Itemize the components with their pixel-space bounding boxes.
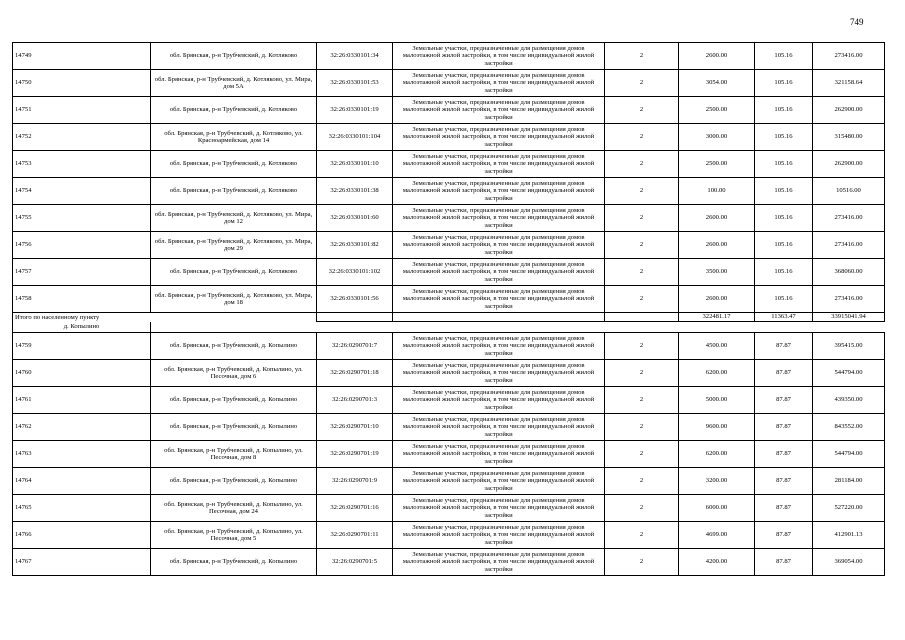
cell-group-code: 2 bbox=[605, 286, 679, 313]
cell-address: обл. Брянская, р-н Трубчевский, д. Котляково bbox=[151, 259, 317, 286]
cell-address: обл. Брянская, р-н Трубчевский, д. Котляково bbox=[151, 178, 317, 205]
cell-area: 4500.00 bbox=[679, 333, 755, 360]
cell-group-code: 2 bbox=[605, 387, 679, 414]
cell-rate: 105.16 bbox=[755, 124, 813, 151]
cell-address: обл. Брянская, р-н Трубчевский, д. Котляково, ул. Мира, дом 18 bbox=[151, 286, 317, 313]
cell-number: 14753 bbox=[13, 151, 151, 178]
cell-rate: 105.16 bbox=[755, 70, 813, 97]
subtotal-label: Итого по населенному пункту bbox=[13, 313, 317, 322]
cell-cadastral-number: 32:26:0330101:19 bbox=[317, 97, 393, 124]
cell-address: обл. Брянская, р-н Трубчевский, д. Копылино, ул. Песочная, дом 24 bbox=[151, 495, 317, 522]
cell-number: 14762 bbox=[13, 414, 151, 441]
cell-cadastral-value: 368060.00 bbox=[813, 259, 885, 286]
cell-group-code: 2 bbox=[605, 232, 679, 259]
cell-rate: 87.87 bbox=[755, 495, 813, 522]
cell-number: 14751 bbox=[13, 97, 151, 124]
cell-land-category: Земельные участки, предназначенные для размещения домов малоэтажной жилой застройки, в том числе индивидуальной жилой застройки bbox=[393, 205, 605, 232]
cell-rate: 87.87 bbox=[755, 387, 813, 414]
cell-cadastral-value: 395415.00 bbox=[813, 333, 885, 360]
cell-land-category: Земельные участки, предназначенные для размещения домов малоэтажной жилой застройки, в том числе индивидуальной жилой застройки bbox=[393, 70, 605, 97]
cell-cadastral-number: 32:26:0330101:102 bbox=[317, 259, 393, 286]
cell-number: 14759 bbox=[13, 333, 151, 360]
cell-area: 2600.00 bbox=[679, 232, 755, 259]
cell-cadastral-value: 544794.00 bbox=[813, 360, 885, 387]
table-row bbox=[13, 259, 885, 286]
table-row bbox=[13, 43, 885, 70]
cell-land-category: Земельные участки, предназначенные для размещения домов малоэтажной жилой застройки, в том числе индивидуальной жилой застройки bbox=[393, 333, 605, 360]
subtotal-empty-category bbox=[393, 313, 605, 322]
cell-rate: 87.87 bbox=[755, 522, 813, 549]
cell-address: обл. Брянская, р-н Трубчевский, д. Копылино bbox=[151, 549, 317, 576]
cell-area: 6000.00 bbox=[679, 495, 755, 522]
cell-number: 14761 bbox=[13, 387, 151, 414]
cell-cadastral-value: 273416.00 bbox=[813, 205, 885, 232]
cell-land-category: Земельные участки, предназначенные для размещения домов малоэтажной жилой застройки, в том числе индивидуальной жилой застройки bbox=[393, 232, 605, 259]
subtotal-area: 322481.17 bbox=[679, 313, 755, 322]
cell-address: обл. Брянская, р-н Трубчевский, д. Копылино bbox=[151, 387, 317, 414]
cell-rate: 87.87 bbox=[755, 360, 813, 387]
cell-area: 2500.00 bbox=[679, 151, 755, 178]
table-row bbox=[13, 549, 885, 576]
table-row bbox=[13, 232, 885, 259]
cell-cadastral-value: 369054.00 bbox=[813, 549, 885, 576]
cell-cadastral-number: 32:26:0290701:9 bbox=[317, 468, 393, 495]
cell-cadastral-value: 262900.00 bbox=[813, 97, 885, 124]
cell-group-code: 2 bbox=[605, 360, 679, 387]
cell-group-code: 2 bbox=[605, 43, 679, 70]
cell-cadastral-number: 32:26:0330101:10 bbox=[317, 151, 393, 178]
cell-number: 14760 bbox=[13, 360, 151, 387]
locality-label: д. Копылино bbox=[13, 322, 151, 333]
cell-address: обл. Брянская, р-н Трубчевский, д. Котляково, ул. Мира, дом 29 bbox=[151, 232, 317, 259]
cell-cadastral-number: 32:26:0330101:53 bbox=[317, 70, 393, 97]
subtotal-rate: 11363.47 bbox=[755, 313, 813, 322]
cell-group-code: 2 bbox=[605, 549, 679, 576]
cell-number: 14750 bbox=[13, 70, 151, 97]
cell-address: обл. Брянская, р-н Трубчевский, д. Котляково, ул. Мира, дом 5А bbox=[151, 70, 317, 97]
cell-number: 14757 bbox=[13, 259, 151, 286]
cell-area: 6200.00 bbox=[679, 360, 755, 387]
cell-group-code: 2 bbox=[605, 441, 679, 468]
cell-cadastral-number: 32:26:0290701:10 bbox=[317, 414, 393, 441]
cell-rate: 105.16 bbox=[755, 97, 813, 124]
cell-number: 14765 bbox=[13, 495, 151, 522]
cell-number: 14763 bbox=[13, 441, 151, 468]
cell-address: обл. Брянская, р-н Трубчевский, д. Копылино bbox=[151, 414, 317, 441]
cell-number: 14752 bbox=[13, 124, 151, 151]
cell-group-code: 2 bbox=[605, 414, 679, 441]
cell-group-code: 2 bbox=[605, 495, 679, 522]
table-row bbox=[13, 151, 885, 178]
cell-number: 14767 bbox=[13, 549, 151, 576]
locality-gap bbox=[151, 322, 885, 333]
cell-number: 14749 bbox=[13, 43, 151, 70]
subtotal-empty-cadastral bbox=[317, 313, 393, 322]
cell-cadastral-number: 32:26:0330101:38 bbox=[317, 178, 393, 205]
cell-land-category: Земельные участки, предназначенные для размещения домов малоэтажной жилой застройки, в том числе индивидуальной жилой застройки bbox=[393, 286, 605, 313]
cell-land-category: Земельные участки, предназначенные для размещения домов малоэтажной жилой застройки, в том числе индивидуальной жилой застройки bbox=[393, 522, 605, 549]
cell-rate: 105.16 bbox=[755, 43, 813, 70]
cell-cadastral-number: 32:26:0290701:19 bbox=[317, 441, 393, 468]
page-number: 749 bbox=[850, 17, 864, 27]
cell-area: 6200.00 bbox=[679, 441, 755, 468]
cell-number: 14755 bbox=[13, 205, 151, 232]
cell-address: обл. Брянская, р-н Трубчевский, д. Копылино bbox=[151, 468, 317, 495]
cell-area: 2500.00 bbox=[679, 97, 755, 124]
table-body-kopylino bbox=[13, 333, 885, 576]
cell-address: обл. Брянская, р-н Трубчевский, д. Котляково, ул. Мира, дом 12 bbox=[151, 205, 317, 232]
cell-rate: 87.87 bbox=[755, 468, 813, 495]
cell-group-code: 2 bbox=[605, 178, 679, 205]
cell-cadastral-number: 32:26:0330101:82 bbox=[317, 232, 393, 259]
cell-address: обл. Брянская, р-н Трубчевский, д. Копылино, ул. Песочная, дом 8 bbox=[151, 441, 317, 468]
cell-land-category: Земельные участки, предназначенные для размещения домов малоэтажной жилой застройки, в том числе индивидуальной жилой застройки bbox=[393, 259, 605, 286]
cell-cadastral-value: 273416.00 bbox=[813, 232, 885, 259]
cell-land-category: Земельные участки, предназначенные для размещения домов малоэтажной жилой застройки, в том числе индивидуальной жилой застройки bbox=[393, 414, 605, 441]
cell-cadastral-number: 32:26:0330101:60 bbox=[317, 205, 393, 232]
cell-cadastral-value: 439350.00 bbox=[813, 387, 885, 414]
cell-address: обл. Брянская, р-н Трубчевский, д. Котляково, ул. Красноармейская, дом 14 bbox=[151, 124, 317, 151]
cell-cadastral-value: 262900.00 bbox=[813, 151, 885, 178]
cell-land-category: Земельные участки, предназначенные для размещения домов малоэтажной жилой застройки, в том числе индивидуальной жилой застройки bbox=[393, 468, 605, 495]
cell-number: 14764 bbox=[13, 468, 151, 495]
cell-number: 14758 bbox=[13, 286, 151, 313]
cell-group-code: 2 bbox=[605, 97, 679, 124]
cell-rate: 105.16 bbox=[755, 205, 813, 232]
cell-land-category: Земельные участки, предназначенные для размещения домов малоэтажной жилой застройки, в том числе индивидуальной жилой застройки bbox=[393, 151, 605, 178]
cell-cadastral-value: 315480.00 bbox=[813, 124, 885, 151]
cell-address: обл. Брянская, р-н Трубчевский, д. Копылино bbox=[151, 333, 317, 360]
cell-cadastral-value: 321158.64 bbox=[813, 70, 885, 97]
cell-rate: 105.16 bbox=[755, 259, 813, 286]
table-row bbox=[13, 522, 885, 549]
cell-cadastral-value: 412901.13 bbox=[813, 522, 885, 549]
cell-address: обл. Брянская, р-н Трубчевский, д. Котляково bbox=[151, 97, 317, 124]
cell-rate: 87.87 bbox=[755, 549, 813, 576]
cell-group-code: 2 bbox=[605, 333, 679, 360]
table-row bbox=[13, 360, 885, 387]
cell-address: обл. Брянская, р-н Трубчевский, д. Котляково bbox=[151, 43, 317, 70]
cell-rate: 87.87 bbox=[755, 333, 813, 360]
cell-rate: 105.16 bbox=[755, 286, 813, 313]
cell-cadastral-number: 32:26:0290701:18 bbox=[317, 360, 393, 387]
cell-cadastral-number: 32:26:0290701:3 bbox=[317, 387, 393, 414]
table-row bbox=[13, 124, 885, 151]
cell-cadastral-value: 273416.00 bbox=[813, 43, 885, 70]
cell-group-code: 2 bbox=[605, 468, 679, 495]
cell-address: обл. Брянская, р-н Трубчевский, д. Копылино, ул. Песочная, дом 5 bbox=[151, 522, 317, 549]
cell-land-category: Земельные участки, предназначенные для размещения домов малоэтажной жилой застройки, в том числе индивидуальной жилой застройки bbox=[393, 549, 605, 576]
land-registry-table bbox=[12, 42, 885, 576]
cell-cadastral-value: 10516.00 bbox=[813, 178, 885, 205]
subtotal-empty-qty bbox=[605, 313, 679, 322]
cell-cadastral-number: 32:26:0330101:34 bbox=[317, 43, 393, 70]
cell-address: обл. Брянская, р-н Трубчевский, д. Копылино, ул. Песочная, дом 6 bbox=[151, 360, 317, 387]
cell-group-code: 2 bbox=[605, 70, 679, 97]
cell-group-code: 2 bbox=[605, 124, 679, 151]
cell-address: обл. Брянская, р-н Трубчевский, д. Котляково bbox=[151, 151, 317, 178]
cell-cadastral-number: 32:26:0290701:16 bbox=[317, 495, 393, 522]
cell-area: 2600.00 bbox=[679, 286, 755, 313]
table-row bbox=[13, 387, 885, 414]
cell-area: 3000.00 bbox=[679, 124, 755, 151]
table-row bbox=[13, 178, 885, 205]
cell-area: 100.00 bbox=[679, 178, 755, 205]
cell-area: 3500.00 bbox=[679, 259, 755, 286]
cell-cadastral-value: 527220.00 bbox=[813, 495, 885, 522]
table-row bbox=[13, 286, 885, 313]
cell-group-code: 2 bbox=[605, 522, 679, 549]
cell-rate: 105.16 bbox=[755, 232, 813, 259]
cell-cadastral-number: 32:26:0290701:5 bbox=[317, 549, 393, 576]
cell-cadastral-number: 32:26:0330101:56 bbox=[317, 286, 393, 313]
cell-land-category: Земельные участки, предназначенные для размещения домов малоэтажной жилой застройки, в том числе индивидуальной жилой застройки bbox=[393, 441, 605, 468]
cell-area: 5000.00 bbox=[679, 387, 755, 414]
table-row bbox=[13, 468, 885, 495]
cell-area: 3200.00 bbox=[679, 468, 755, 495]
cell-land-category: Земельные участки, предназначенные для размещения домов малоэтажной жилой застройки, в том числе индивидуальной жилой застройки bbox=[393, 97, 605, 124]
cell-land-category: Земельные участки, предназначенные для размещения домов малоэтажной жилой застройки, в том числе индивидуальной жилой застройки bbox=[393, 495, 605, 522]
cell-area: 9600.00 bbox=[679, 414, 755, 441]
cell-land-category: Земельные участки, предназначенные для размещения домов малоэтажной жилой застройки, в том числе индивидуальной жилой застройки bbox=[393, 178, 605, 205]
cell-cadastral-number: 32:26:0290701:7 bbox=[317, 333, 393, 360]
cell-land-category: Земельные участки, предназначенные для размещения домов малоэтажной жилой застройки, в том числе индивидуальной жилой застройки bbox=[393, 124, 605, 151]
table-row bbox=[13, 70, 885, 97]
cell-cadastral-number: 32:26:0330101:104 bbox=[317, 124, 393, 151]
subtotal-value: 33915041.94 bbox=[813, 313, 885, 322]
cell-land-category: Земельные участки, предназначенные для размещения домов малоэтажной жилой застройки, в том числе индивидуальной жилой застройки bbox=[393, 360, 605, 387]
subtotal-section bbox=[13, 313, 885, 333]
cell-cadastral-number: 32:26:0290701:11 bbox=[317, 522, 393, 549]
cell-rate: 105.16 bbox=[755, 178, 813, 205]
cell-cadastral-value: 843552.00 bbox=[813, 414, 885, 441]
cell-group-code: 2 bbox=[605, 259, 679, 286]
cell-land-category: Земельные участки, предназначенные для размещения домов малоэтажной жилой застройки, в том числе индивидуальной жилой застройки bbox=[393, 387, 605, 414]
cell-land-category: Земельные участки, предназначенные для размещения домов малоэтажной жилой застройки, в том числе индивидуальной жилой застройки bbox=[393, 43, 605, 70]
cell-cadastral-value: 544794.00 bbox=[813, 441, 885, 468]
table-row bbox=[13, 414, 885, 441]
cell-cadastral-value: 273416.00 bbox=[813, 286, 885, 313]
cell-area: 3054.00 bbox=[679, 70, 755, 97]
cell-rate: 87.87 bbox=[755, 441, 813, 468]
locality-row bbox=[13, 322, 885, 333]
cell-number: 14766 bbox=[13, 522, 151, 549]
cell-area: 2600.00 bbox=[679, 205, 755, 232]
cell-number: 14756 bbox=[13, 232, 151, 259]
cell-area: 4699.00 bbox=[679, 522, 755, 549]
cell-group-code: 2 bbox=[605, 205, 679, 232]
cell-rate: 105.16 bbox=[755, 151, 813, 178]
cell-area: 4200.00 bbox=[679, 549, 755, 576]
cell-group-code: 2 bbox=[605, 151, 679, 178]
cell-cadastral-value: 281184.00 bbox=[813, 468, 885, 495]
table-body-kotlyakovo bbox=[13, 43, 885, 313]
table-row bbox=[13, 441, 885, 468]
cell-rate: 87.87 bbox=[755, 414, 813, 441]
subtotal-row bbox=[13, 313, 885, 322]
cell-area: 2600.00 bbox=[679, 43, 755, 70]
table-row bbox=[13, 495, 885, 522]
table-row bbox=[13, 333, 885, 360]
cell-number: 14754 bbox=[13, 178, 151, 205]
table-row bbox=[13, 97, 885, 124]
table-row bbox=[13, 205, 885, 232]
